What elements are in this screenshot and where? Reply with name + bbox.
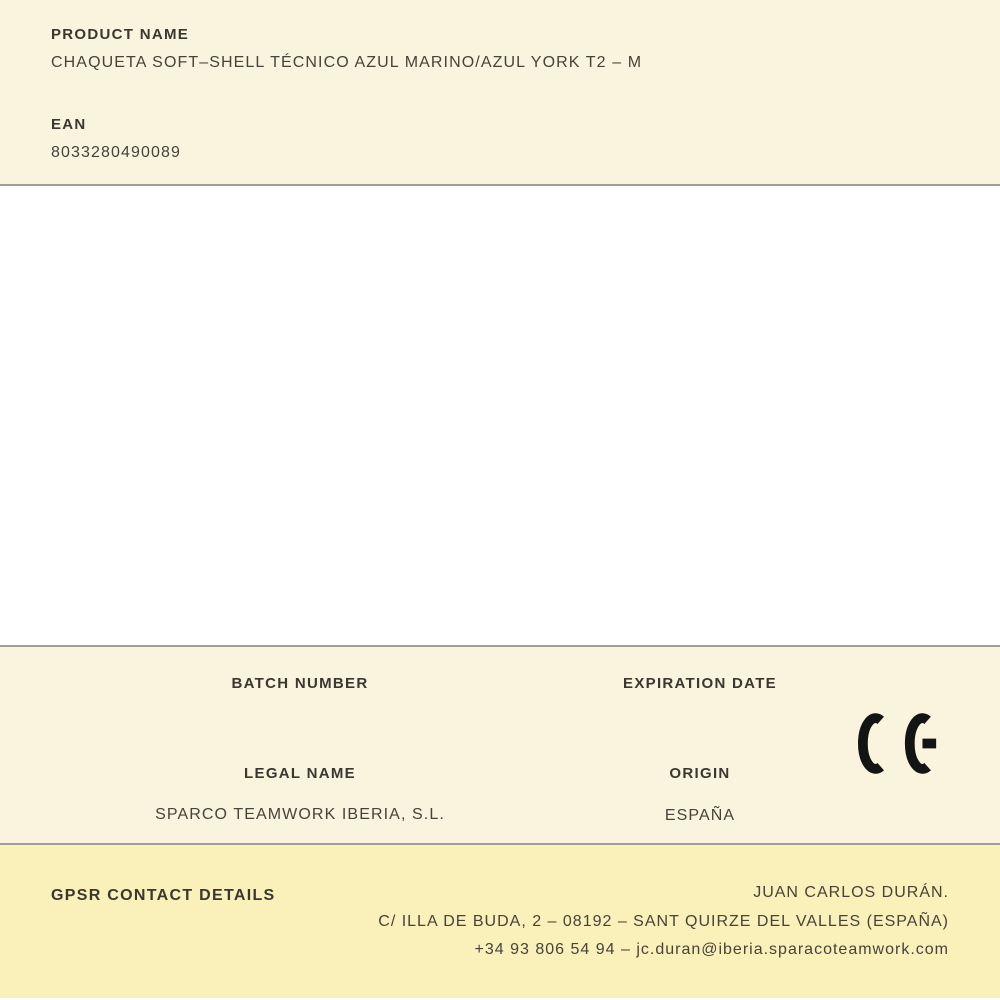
gpsr-contact-lines bbox=[378, 879, 949, 965]
expiration-date-label: EXPIRATION DATE bbox=[623, 675, 777, 692]
contact-person-name: JUAN CARLOS DURÁN. bbox=[753, 884, 949, 901]
gpsr-contact-label: GPSR CONTACT DETAILS bbox=[51, 887, 276, 904]
legal-name-label: LEGAL NAME bbox=[244, 765, 356, 782]
contact-phone-email: +34 93 806 54 94 – jc.duran@iberia.sparacoteamwork.com bbox=[474, 941, 949, 958]
blank-middle-section bbox=[0, 186, 1000, 647]
product-name-label: PRODUCT NAME bbox=[51, 26, 190, 43]
origin-label: ORIGIN bbox=[669, 765, 731, 782]
gpsr-contact-section bbox=[0, 845, 1000, 998]
ce-marking-icon bbox=[858, 713, 942, 774]
product-name-value: CHAQUETA SOFT–SHELL TÉCNICO AZUL MARINO/AZUL YORK T2 – M bbox=[51, 54, 643, 71]
ean-label: EAN bbox=[51, 116, 87, 133]
contact-address: C/ ILLA DE BUDA, 2 – 08192 – SANT QUIRZE DEL VALLES (ESPAÑA) bbox=[378, 912, 949, 930]
product-info-section bbox=[0, 0, 1000, 186]
origin-value: ESPAÑA bbox=[664, 807, 736, 824]
batch-origin-section bbox=[0, 647, 1000, 845]
ean-value: 8033280490089 bbox=[51, 144, 181, 161]
batch-number-label: BATCH NUMBER bbox=[231, 675, 369, 692]
legal-name-value: SPARCO TEAMWORK IBERIA, S.L. bbox=[155, 806, 445, 823]
